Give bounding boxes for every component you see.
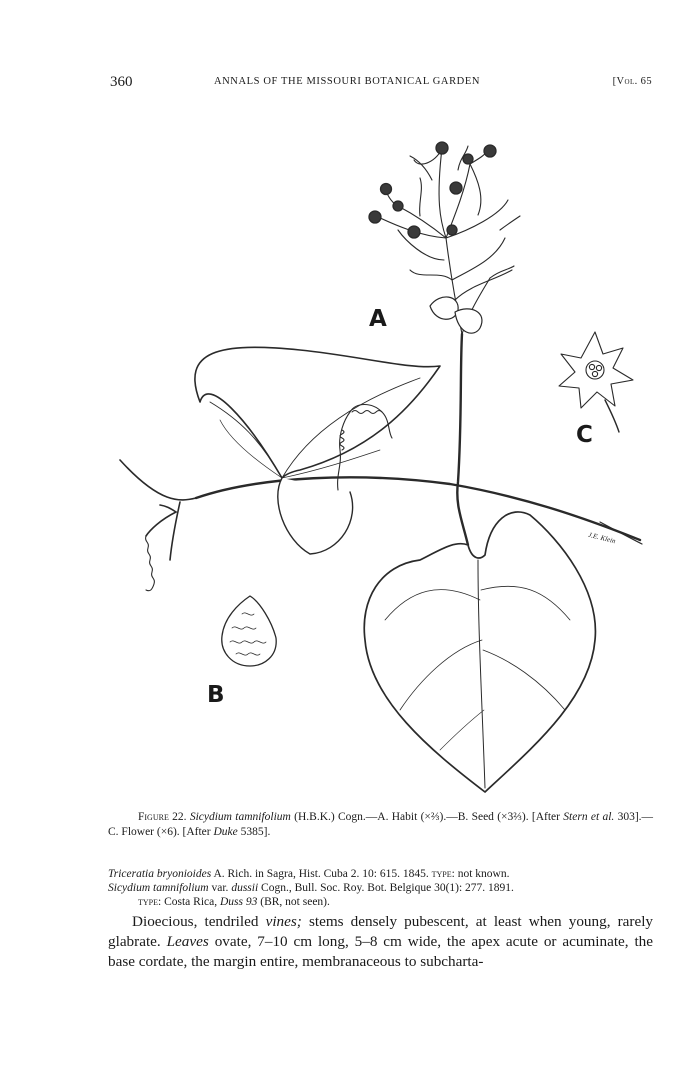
description-vines: vines; [265, 913, 302, 930]
description-part-2: stems densely pubescent, at least when young, rarely glabrate. [108, 913, 654, 950]
synonym-2-var-name: dussii [231, 882, 259, 894]
main-stem [457, 334, 468, 545]
left-tendril [146, 536, 155, 591]
description-part-3: ovate, 7–10 cm long, 5–8 cm wide, the apex acute or acuminate, the base cordate, the margin entire, membranaceous to subcharta- [108, 933, 654, 970]
synonym-2-citation: Cogn., Bull. Soc. Roy. Bot. Belgique 30(1): 277. 1891. [261, 882, 514, 894]
fruit-cluster [369, 142, 496, 238]
caption-taxon: Sicydium tamnifolium [189, 811, 291, 823]
caption-after-duke: 5385]. [240, 826, 271, 838]
caption-figure-number: Figure 22. [138, 811, 187, 823]
horizontal-branch [196, 477, 640, 540]
upper-left-leaf [195, 347, 440, 478]
synonym-2-var: var. [211, 882, 229, 894]
botanical-illustration [0, 120, 694, 810]
synonym-1-name: Triceratia bryonioides [108, 868, 212, 880]
synonym-2-type-word: type: [138, 896, 162, 908]
synonym-1-type-word: type: [431, 868, 455, 880]
synonym-2-type-post: (BR, not seen). [260, 896, 330, 908]
figure-caption [108, 810, 653, 840]
figure-label-a: A [369, 306, 387, 332]
figure-label-b: B [207, 682, 225, 708]
description-paragraph [108, 912, 653, 972]
synonym-2-type-pre: Costa Rica, [164, 896, 218, 908]
bract-leaves [430, 297, 482, 333]
running-header [0, 74, 694, 94]
left-node [120, 460, 196, 560]
plant-drawing [0, 120, 694, 810]
synonym-1-citation: A. Rich. in Sagra, Hist. Cuba 2. 10: 615. 1845. [213, 868, 429, 880]
artist-signature: J.E. Klein [587, 530, 617, 546]
caption-after-stern: 303].—C. Flower (×6). [After [108, 811, 654, 838]
seed-b [222, 596, 276, 666]
description-leaves: Leaves [166, 933, 209, 950]
volume-number: [Vol. 65 [612, 76, 652, 87]
synonym-2-collector: Duss 93 [219, 896, 258, 908]
synonym-2-name: Sicydium tamnifolium [108, 882, 209, 894]
caption-stern: Stern et al. [563, 811, 615, 823]
caption-duke: Duke [213, 826, 238, 838]
synonym-1-type-text: not known. [457, 868, 510, 880]
synonym-1 [108, 867, 653, 881]
running-title: ANNALS OF THE MISSOURI BOTANICAL GARDEN [213, 76, 481, 87]
figure-label-c: C [576, 422, 593, 448]
synonym-2 [108, 881, 653, 909]
page-number: 360 [110, 74, 133, 90]
synonym-2-type-line [108, 895, 653, 909]
caption-authority: (H.B.K.) Cogn.—A. Habit (×⅔).—B. Seed (×3⅔). [After [294, 811, 560, 823]
description-part-1: Dioecious, tendriled [132, 913, 259, 930]
flower-c [559, 332, 633, 432]
lower-left-leaf [278, 478, 353, 554]
